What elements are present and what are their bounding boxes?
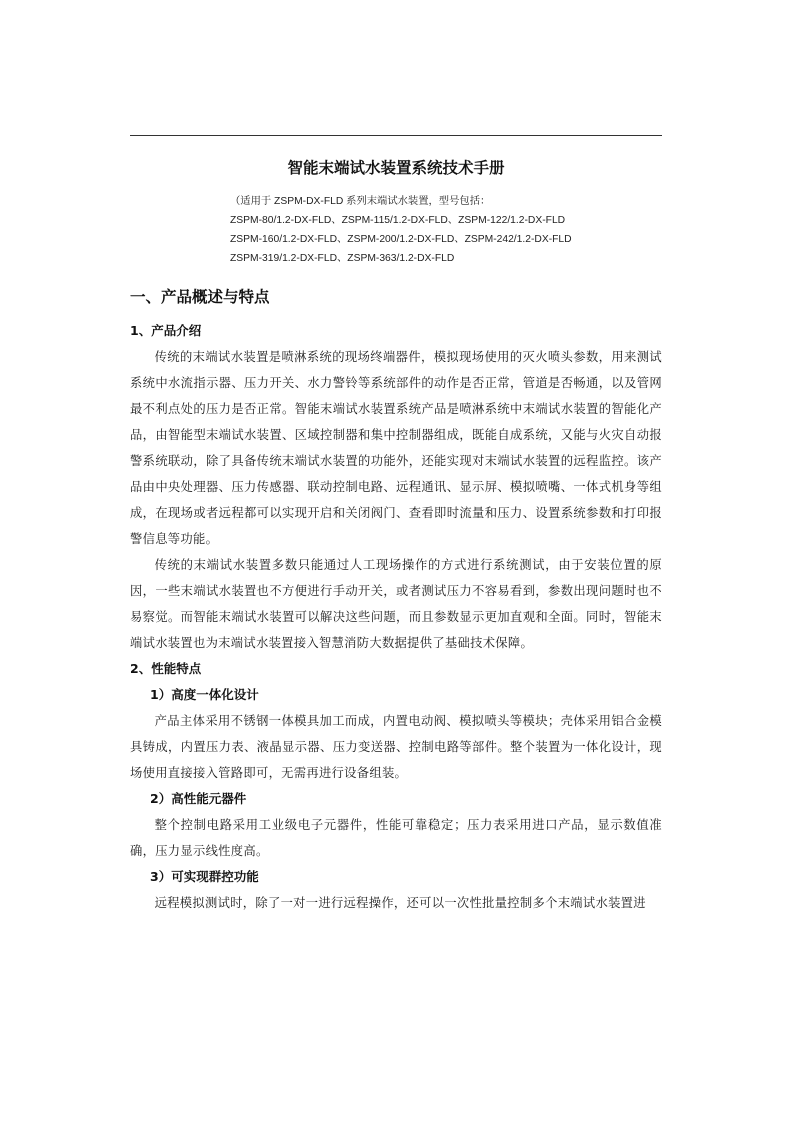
paragraph-feature-components: 整个控制电路采用工业级电子元器件，性能可靠稳定；压力表采用进口产品，显示数值准确，压力显示线性度高。 <box>130 818 662 858</box>
paragraph-intro-2: 传统的末端试水装置多数只能通过人工现场操作的方式进行系统测试，由于安装位置的原因，一些末端试水装置也不方便进行手动开关，或者测试压力不容易看到，参数出现问题时也不易察觉。而智能末端试水装置可以解决这些问题，而且参数显示更加直观和全面。同时，智能末端试水装置也为末端试水装置接入智慧消防大数据提供了基础技术保障。 <box>130 558 662 650</box>
heading-product-intro: 1、产品介绍 <box>130 323 202 338</box>
heading-feature-group-control: 3）可实现群控功能 <box>150 869 259 884</box>
document-title: 智能末端试水装置系统技术手册 <box>287 159 505 177</box>
heading-feature-integrated: 1）高度一体化设计 <box>150 687 259 702</box>
paragraph-feature-group-control: 远程模拟测试时，除了一对一进行远程操作，还可以一次性批量控制多个末端试水装置进 <box>154 896 646 910</box>
header-rule <box>130 135 662 136</box>
model-line: ZSPM-319/1.2-DX-FLD、ZSPM-363/1.2-DX-FLD <box>230 253 455 264</box>
section-heading-overview: 一、产品概述与特点 <box>130 288 270 306</box>
model-line: （适用于 ZSPM-DX-FLD 系列末端试水装置，型号包括： <box>230 196 491 207</box>
model-line: ZSPM-80/1.2-DX-FLD、ZSPM-115/1.2-DX-FLD、ZSPM-122/1.2-DX-FLD <box>230 215 566 226</box>
heading-features: 2、性能特点 <box>130 661 202 676</box>
heading-feature-components: 2）高性能元器件 <box>150 791 247 806</box>
paragraph-feature-integrated: 产品主体采用不锈钢一体模具加工而成，内置电动阀、模拟喷头等模块；壳体采用铝合金模具铸成，内置压力表、液晶显示器、压力变送器、控制电路等部件。整个装置为一体化设计，现场使用直接接入管路即可，无需再进行设备组装。 <box>130 714 662 780</box>
model-line: ZSPM-160/1.2-DX-FLD、ZSPM-200/1.2-DX-FLD、ZSPM-242/1.2-DX-FLD <box>230 234 572 245</box>
model-list <box>230 192 572 268</box>
document-body <box>130 318 662 916</box>
paragraph-intro-1: 传统的末端试水装置是喷淋系统的现场终端器件，模拟现场使用的灭火喷头参数，用来测试系统中水流指示器、压力开关、水力警铃等系统部件的动作是否正常，管道是否畅通，以及管网最不利点处的压力是否正常。智能末端试水装置系统产品是喷淋系统中末端试水装置的智能化产品，由智能型末端试水装置、区域控制器和集中控制器组成，既能自成系统，又能与火灾自动报警系统联动，除了具备传统末端试水装置的功能外，还能实现对末端试水装置的远程监控。该产品由中央处理器、压力传感器、联动控制电路、远程通讯、显示屏、模拟喷嘴、一体式机身等组成，在现场或者远程都可以实现开启和关闭阀门、查看即时流量和压力、设置系统参数和打印报警信息等功能。 <box>130 350 662 546</box>
